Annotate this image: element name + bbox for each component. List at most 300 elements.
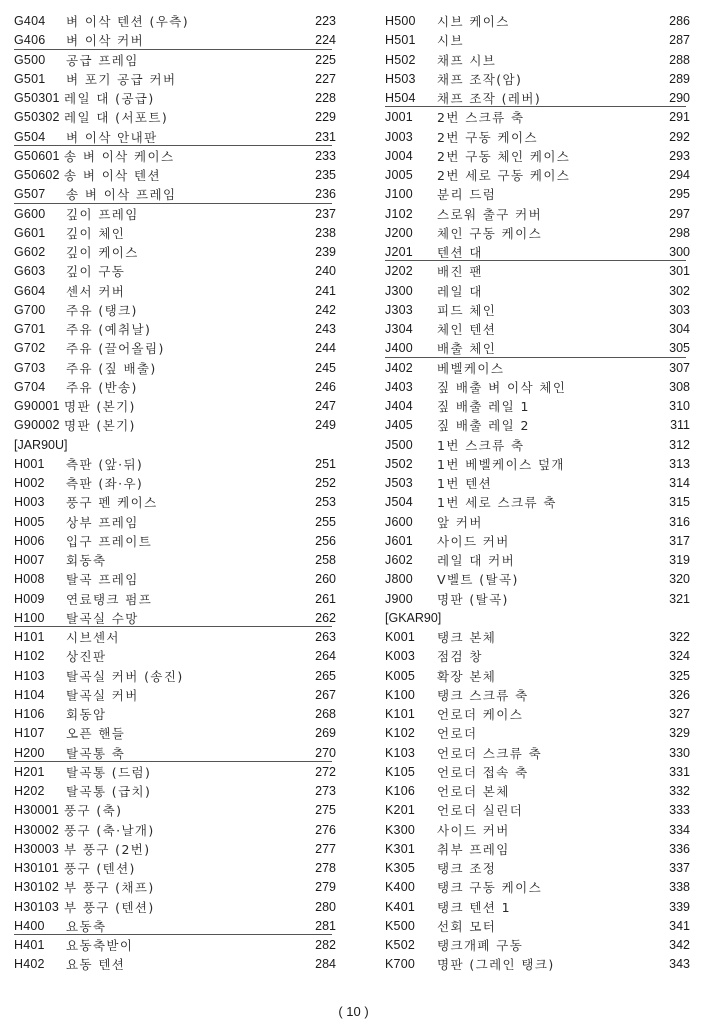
page-ref: 227: [315, 71, 336, 86]
part-code: K100: [385, 687, 415, 702]
page-ref: 321: [669, 591, 690, 606]
part-name: 짚 배출 레일 2: [437, 418, 530, 434]
page-ref: 305: [669, 341, 690, 356]
page-ref: 237: [315, 206, 336, 221]
part-code: J005: [385, 168, 413, 182]
part-name: 요동축: [66, 918, 107, 934]
part-name: 언로더 본체: [437, 784, 510, 799]
index-entry: [385, 359, 690, 378]
part-name: 탈곡 프레임: [66, 572, 139, 588]
index-entry: [385, 936, 690, 955]
page-ref: 239: [315, 245, 336, 259]
part-code: H402: [14, 957, 45, 972]
part-name: 상진판: [66, 649, 107, 665]
page-ref: 341: [669, 918, 690, 933]
page-ref: 260: [315, 572, 336, 587]
part-code: J001: [385, 110, 413, 125]
index-entry: [14, 108, 336, 127]
section-heading: [JAR90U]: [14, 437, 68, 452]
part-name: 깊이 케이스: [66, 245, 139, 260]
part-code: K105: [385, 764, 415, 779]
part-name: 언로더 케이스: [437, 707, 524, 722]
index-entry: [14, 378, 336, 397]
index-entry: [14, 763, 336, 782]
part-code: H201: [14, 764, 45, 779]
index-entry: [14, 955, 336, 974]
part-code: K101: [385, 707, 415, 721]
page-ref: 294: [669, 168, 690, 182]
part-name: 시브: [437, 33, 464, 49]
index-entry: [385, 166, 690, 185]
index-entry: [14, 243, 336, 262]
part-code: J602: [385, 553, 413, 567]
part-name: 시브센서: [66, 630, 120, 645]
index-entry: [385, 570, 690, 589]
part-code: K003: [385, 649, 415, 664]
page-ref: 242: [315, 302, 336, 317]
page-ref: 310: [669, 399, 690, 413]
part-name: 취부 프레임: [437, 841, 510, 857]
page-ref: 343: [669, 957, 690, 972]
index-entry: [385, 12, 690, 31]
part-code: H501: [385, 33, 416, 48]
part-code: H005: [14, 514, 45, 529]
index-entry: [385, 378, 690, 397]
page-ref: 225: [315, 52, 336, 67]
part-name: 1번 세로 스크류 축: [437, 495, 557, 511]
index-entry: [385, 840, 690, 859]
part-name: 짚 배출 벼 이삭 체인: [437, 379, 567, 395]
page-ref: 293: [669, 148, 690, 163]
part-name: 시브 케이스: [437, 14, 510, 29]
page-ref: 280: [315, 899, 336, 914]
index-entry: [14, 667, 336, 686]
page-ref: 261: [315, 591, 336, 606]
page-ref: 290: [669, 91, 690, 105]
part-code: G604: [14, 283, 46, 298]
index-entry: [385, 821, 690, 840]
index-entry: [14, 359, 336, 378]
part-name: 송 벼 이삭 프레임: [66, 187, 177, 203]
part-code: H502: [385, 52, 416, 67]
index-entry: [385, 455, 690, 474]
page-ref: 255: [315, 514, 336, 529]
part-code: K500: [385, 918, 415, 933]
index-entry: [14, 532, 336, 551]
part-code: J201: [385, 245, 413, 259]
index-entry: [385, 108, 690, 127]
page-ref: 295: [669, 187, 690, 202]
part-name: 탱크 텐션 1: [437, 899, 511, 915]
part-code: J100: [385, 187, 413, 202]
index-entry: [385, 782, 690, 801]
part-code: G701: [14, 322, 46, 336]
part-name: 배출 체인: [437, 341, 497, 357]
part-name: 1번 베벨케이스 덮개: [437, 456, 565, 472]
page-ref: 327: [669, 707, 690, 721]
index-entry: [385, 243, 690, 262]
page-ref: 278: [315, 861, 336, 875]
part-name: 레일 대 (공급): [64, 91, 155, 106]
part-code: G501: [14, 71, 46, 86]
part-name: 풍구 (축·날개): [64, 822, 155, 838]
page-ref: 253: [315, 495, 336, 510]
part-name: 체인 구동 케이스: [437, 225, 543, 241]
page-ref: 302: [669, 283, 690, 298]
page-ref: 277: [315, 841, 336, 856]
index-entry: [14, 455, 336, 474]
part-name: 명판 (탈곡): [437, 591, 509, 607]
part-name: 명판 (본기): [64, 399, 136, 414]
index-entry: [14, 724, 336, 743]
page-ref: 256: [315, 533, 336, 548]
index-entry: [385, 262, 690, 281]
index-entry: [14, 51, 336, 70]
index-entry: [14, 840, 336, 859]
index-entry: [385, 31, 690, 50]
part-name: 공급 프레임: [66, 52, 139, 68]
part-name: 요동 텐션: [66, 957, 126, 973]
page-ref: 233: [315, 148, 336, 163]
index-entry: [14, 397, 336, 416]
part-code: K400: [385, 880, 415, 895]
index-entry: [385, 801, 690, 820]
part-code: G500: [14, 52, 46, 67]
part-code: J504: [385, 495, 413, 510]
part-code: G50602: [14, 168, 60, 182]
page-ref: 339: [669, 899, 690, 914]
index-entry: [14, 205, 336, 224]
page-ref: 240: [315, 264, 336, 279]
part-name: 탈곡실 수망: [66, 610, 139, 626]
part-name: 깊이 구동: [66, 264, 126, 280]
page-ref: 252: [315, 476, 336, 490]
page-ref: 314: [669, 476, 690, 490]
part-code: G602: [14, 245, 46, 259]
page-ref: 330: [669, 745, 690, 760]
page-ref: 281: [315, 918, 336, 933]
part-name: 깊이 프레임: [66, 206, 139, 222]
index-entry: [385, 705, 690, 724]
part-name: 탈곡실 커버: [66, 687, 139, 703]
index-entry: [14, 917, 336, 936]
page-ref: 282: [315, 938, 336, 952]
index-entry: [385, 51, 690, 70]
index-entry: [14, 12, 336, 31]
page-ref: 317: [669, 533, 690, 548]
page-ref: 313: [669, 456, 690, 471]
index-entry: [14, 320, 336, 339]
part-name: 부 풍구 (2번): [64, 841, 151, 857]
part-name: 탈곡통 (드럼): [66, 764, 152, 780]
page-ref: 332: [669, 784, 690, 798]
part-code: J102: [385, 206, 413, 221]
index-entry: [14, 570, 336, 589]
index-entry: [14, 282, 336, 301]
part-code: H200: [14, 745, 45, 760]
part-code: H102: [14, 649, 45, 664]
part-code: H008: [14, 572, 45, 587]
page-ref: 258: [315, 553, 336, 567]
part-name: 점검 창: [437, 649, 483, 665]
part-code: K106: [385, 784, 415, 798]
part-code: H30001: [14, 803, 59, 818]
part-name: 체인 텐션: [437, 322, 497, 337]
index-entry: [385, 339, 690, 358]
part-name: 측판 (앞·뒤): [66, 456, 144, 472]
part-code: G404: [14, 14, 46, 28]
part-code: J800: [385, 572, 413, 587]
part-name: 선회 모터: [437, 918, 497, 934]
part-name: 짚 배출 레일 1: [437, 399, 530, 414]
page-ref: 246: [315, 379, 336, 394]
index-entry: [14, 705, 336, 724]
index-entry: [385, 224, 690, 243]
index-entry: [385, 859, 690, 878]
page-ref: 238: [315, 225, 336, 240]
page-ref: 334: [669, 822, 690, 837]
part-code: K300: [385, 822, 415, 837]
part-code: H401: [14, 938, 45, 952]
part-name: 탈곡통 축: [66, 745, 126, 761]
part-name: 사이드 커버: [437, 533, 510, 549]
part-code: G704: [14, 379, 46, 394]
part-name: 오픈 핸들: [66, 726, 126, 742]
part-code: J503: [385, 476, 413, 490]
part-name: 채프 조작(암): [437, 71, 523, 87]
page-ref: 304: [669, 322, 690, 336]
page-ref: 228: [315, 91, 336, 105]
part-name: 송 벼 이삭 텐션: [64, 168, 161, 183]
part-name: 풍구 (텐션): [64, 861, 136, 876]
index-entry: [385, 763, 690, 782]
part-name: 베벨케이스: [437, 360, 505, 376]
part-code: G90002: [14, 418, 60, 433]
part-name: 탱크 조정: [437, 861, 497, 876]
part-code: H106: [14, 707, 45, 721]
index-entry: [14, 166, 336, 185]
index-entry: [385, 628, 690, 647]
part-name: 배진 팬: [437, 264, 483, 280]
page-ref: 268: [315, 707, 336, 721]
part-name: 스로워 출구 커버: [437, 206, 543, 222]
part-name: 1번 스크류 축: [437, 437, 525, 453]
part-name: 명판 (그레인 탱크): [437, 957, 555, 973]
part-code: K502: [385, 938, 415, 952]
part-code: H30003: [14, 841, 59, 856]
part-name: 송 벼 이삭 케이스: [64, 148, 175, 164]
page-ref: 325: [669, 668, 690, 683]
page-ref: 249: [315, 418, 336, 433]
part-code: H006: [14, 533, 45, 548]
part-name: 탱크 스크류 축: [437, 687, 529, 703]
page-ref: 269: [315, 726, 336, 741]
part-code: G50302: [14, 110, 60, 125]
index-entry: [385, 301, 690, 320]
page-ref: 264: [315, 649, 336, 664]
page-ref: 279: [315, 880, 336, 895]
index-entry: [385, 590, 690, 609]
part-code: K700: [385, 957, 415, 972]
index-entry: [14, 416, 336, 435]
part-name: 2번 구동 케이스: [437, 129, 538, 145]
part-code: K201: [385, 803, 415, 818]
part-code: J004: [385, 148, 413, 163]
page-ref: 287: [669, 33, 690, 48]
index-entry: [14, 128, 336, 147]
index-entry: [385, 185, 690, 204]
part-code: H30102: [14, 880, 59, 895]
part-code: K305: [385, 861, 415, 875]
part-name: 부 풍구 (텐션): [64, 899, 155, 915]
part-code: G504: [14, 129, 46, 144]
page-ref: 308: [669, 379, 690, 394]
page-ref: 286: [669, 14, 690, 28]
section-heading: [GKAR90]: [385, 610, 442, 625]
part-name: 벼 이삭 커버: [66, 33, 145, 49]
part-name: 언로더: [437, 726, 478, 742]
part-code: H30103: [14, 899, 59, 914]
part-code: J303: [385, 302, 413, 317]
part-name: 1번 텐션: [437, 476, 493, 491]
page-ref: 326: [669, 687, 690, 702]
index-entry: [385, 686, 690, 705]
page-ref: 243: [315, 322, 336, 336]
part-code: G507: [14, 187, 46, 202]
index-left-column: [14, 12, 336, 975]
part-code: G603: [14, 264, 46, 279]
page-ref: 247: [315, 399, 336, 413]
page-ref: 333: [669, 803, 690, 818]
part-name: 채프 조작 (레버): [437, 91, 542, 106]
page-ref: 236: [315, 187, 336, 202]
part-name: 입구 프레이트: [66, 533, 153, 549]
part-code: H503: [385, 71, 416, 86]
part-name: 탱크 구동 케이스: [437, 880, 543, 896]
index-entry: [14, 493, 336, 512]
page-ref: 244: [315, 341, 336, 356]
part-name: 탈곡실 커버 (송진): [66, 668, 184, 684]
part-code: J500: [385, 437, 413, 452]
page-ref: 329: [669, 726, 690, 741]
part-name: 연료탱크 펌프: [66, 591, 153, 607]
index-entry: [385, 551, 690, 570]
part-code: J405: [385, 418, 413, 433]
part-code: G50301: [14, 91, 60, 105]
part-code: G50601: [14, 148, 60, 163]
index-entry: [14, 590, 336, 609]
index-entry: [385, 320, 690, 339]
index-entry: [385, 493, 690, 512]
index-entry: [14, 782, 336, 801]
part-code: K102: [385, 726, 415, 741]
index-entry: [385, 282, 690, 301]
part-code: H003: [14, 495, 45, 510]
index-entry: [14, 859, 336, 878]
part-name: 깊이 체인: [66, 225, 126, 241]
part-code: H30101: [14, 861, 59, 875]
part-code: H500: [385, 14, 416, 28]
part-name: 명판 (본기): [64, 418, 136, 434]
part-name: 주유 (탱크): [66, 302, 138, 318]
part-code: H007: [14, 553, 45, 567]
index-entry: [14, 185, 336, 204]
page-ref: 231: [315, 129, 336, 144]
index-entry: [385, 416, 690, 435]
page-ref: 298: [669, 225, 690, 240]
index-entry: [14, 801, 336, 820]
page-ref: 272: [315, 764, 336, 779]
part-name: 레일 대 (서포트): [64, 110, 169, 126]
page-ref: 291: [669, 110, 690, 125]
page-ref: 322: [669, 630, 690, 644]
index-entry: [14, 262, 336, 281]
part-code: G702: [14, 341, 46, 356]
page-ref: 315: [669, 495, 690, 510]
part-name: 센서 커버: [66, 283, 126, 299]
part-code: K001: [385, 630, 415, 644]
part-code: H202: [14, 784, 45, 798]
index-entry: [14, 31, 336, 50]
part-code: K103: [385, 745, 415, 760]
page-ref: 297: [669, 206, 690, 221]
part-name: 앞 커버: [437, 514, 483, 530]
page-ref: 289: [669, 71, 690, 86]
index-entry: [14, 744, 336, 763]
part-name: 주유 (짚 배출): [66, 360, 157, 376]
page-ref: 292: [669, 129, 690, 144]
index-entry: [385, 744, 690, 763]
index-entry: [385, 917, 690, 936]
part-name: 주유 (예취날): [66, 322, 152, 337]
part-name: 2번 구동 체인 케이스: [437, 148, 571, 164]
index-entry: [385, 898, 690, 917]
part-name: 언로더 스크류 축: [437, 745, 543, 761]
part-name: 벼 이삭 안내판: [66, 129, 158, 145]
part-code: H009: [14, 591, 45, 606]
page-ref: 320: [669, 572, 690, 587]
part-code: J400: [385, 341, 413, 356]
index-entry: [385, 397, 690, 416]
part-code: K005: [385, 668, 415, 683]
page-ref: 276: [315, 822, 336, 837]
index-entry: [14, 147, 336, 166]
index-entry: [14, 339, 336, 358]
index-entry: [385, 205, 690, 224]
page-ref: 331: [669, 764, 690, 779]
page-ref: 300: [669, 245, 690, 259]
part-code: G406: [14, 33, 46, 48]
part-name: 벼 이삭 텐션 (우측): [66, 14, 189, 29]
part-name: 탈곡통 (급치): [66, 784, 152, 799]
index-entry: [385, 513, 690, 532]
page-ref: 223: [315, 14, 336, 28]
part-name: 부 풍구 (채프): [64, 880, 155, 896]
page-ref: 311: [670, 418, 690, 433]
part-code: K401: [385, 899, 415, 914]
part-code: G600: [14, 206, 46, 221]
part-name: 언로더 접속 축: [437, 764, 529, 780]
index-entry: [385, 532, 690, 551]
page-ref: 307: [669, 360, 690, 375]
page-ref: 245: [315, 360, 336, 375]
part-name: 2번 스크류 축: [437, 110, 525, 126]
page-ref: 303: [669, 302, 690, 317]
part-code: J402: [385, 360, 413, 375]
page-ref: 235: [315, 168, 336, 182]
page-ref: 224: [315, 33, 336, 48]
page-ref: 241: [315, 283, 336, 298]
